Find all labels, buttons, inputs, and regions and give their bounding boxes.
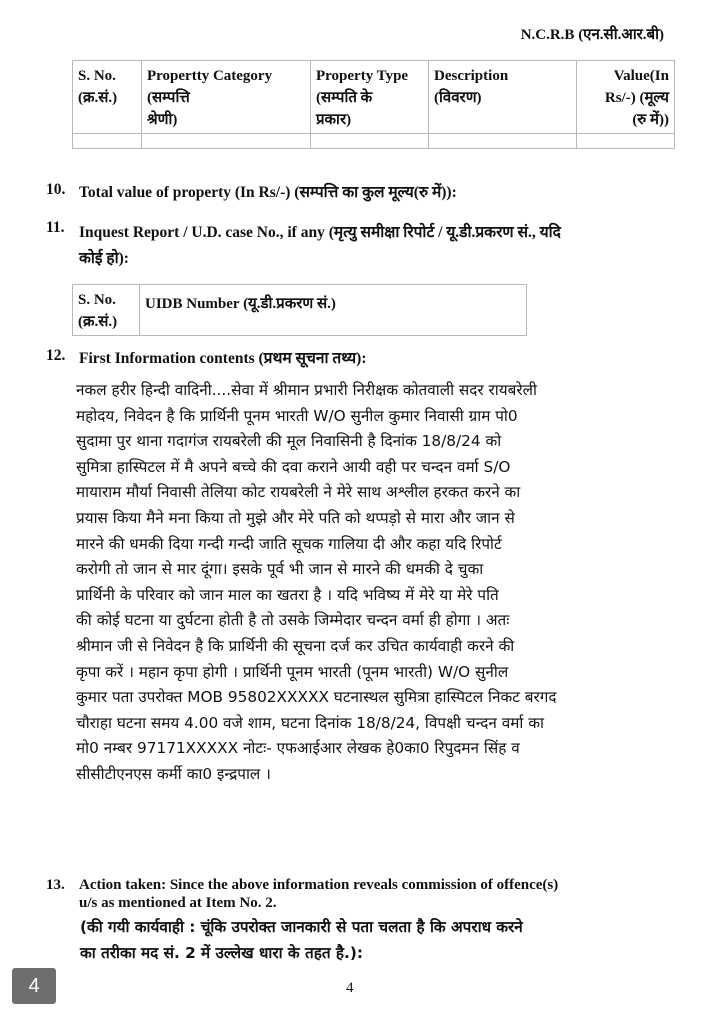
uidb-table xyxy=(72,284,527,336)
property-table-header-row xyxy=(73,61,675,134)
col-uidb-number: UIDB Number (यू.डी.प्रकरण सं.) xyxy=(140,285,527,336)
page-number: 4 xyxy=(346,980,354,996)
col-category: Propertty Category (सम्पत्ति श्रेणी) xyxy=(142,61,311,134)
item-13-hindi: (की गयी कार्यवाही : चूंकि उपरोक्त जानकारी से पता चलता है कि अपराध करने का तरीका मद सं. 2 में उल्लेख धारा के तहत है.): xyxy=(80,918,523,962)
property-table xyxy=(72,60,675,149)
property-table-empty-row xyxy=(73,134,675,149)
header-ncrb: N.C.R.B (एन.सी.आर.बी) xyxy=(520,27,664,43)
col-sno: S. No. (क्र.सं.) xyxy=(73,61,142,134)
col-uidb-sno: S. No. (क्र.सं.) xyxy=(73,285,140,336)
first-information-text: नकल हरीर हिन्दी वादिनी....सेवा में श्रीमान प्रभारी निरीक्षक कोतवाली सदर रायबरेली महोदय, निवेदन है कि प्रार्थिनी पूनम भारती W/O सुनील कुमार निवासी ग्राम पो0 सुदामा पुर थाना गदागंज रायबरेली की मूल निवासिनी है दिनांक 18/8/24 को सुमित्रा हास्पिटल में मै अपने बच्चे की दवा कराने आयी वही पर चन्दन वर्मा S/O मायाराम मौर्या निवासी तेलिया कोट रायबरेली ने मेरे साथ अश्लील हरकत करने का प्रयास किया मैने मना किया तो मुझे और मेरे पति को थप्पड़ो से मारा और जान से मारने की धमकी दिया गन्दी गन्दी जाति सूचक गालिया दी और कहा यदि रिपोर्ट करोगी तो जान से मार दूंगा। इसके पूर्व भी जान से मारने की धमकी दे चुका प्रार्थिनी के परिवार को जान माल का खतरा है । यदि भविष्य में मेरे या मेरे पति की कोई घटना या दुर्घटना होती है तो उसके जिम्मेदार चन्दन वर्मा ही होगा । अतः श्रीमान जी से निवेदन है कि प्रार्थिनी की सूचना दर्ज कर उचित कार्यवाही करने की कृपा करें । महान कृपा होगी । प्रार्थिनी पूनम भारती (पूनम भारती) W/O सुनील कुमार पता उपरोक्त MOB 95802XXXXX घटनास्थल सुमित्रा हास्पिटल निकट बरगद चौराहा घटना समय 4.00 वजे शाम, घटना दिनांक 18/8/24, विपक्षी चन्दन वर्मा का मो0 नम्बर 97171XXXXX नोटः- एफआईआर लेखक हे0का0 रिपुदमन सिंह व सीसीटीएनएस कर्मी का0 इन्द्रपाल । xyxy=(76,381,557,783)
col-type: Property Type (सम्पति के प्रकार) xyxy=(311,61,429,134)
page-badge[interactable]: 4 xyxy=(12,968,56,1004)
uidb-table-header-row xyxy=(73,285,527,336)
col-value: Value(In Rs/-) (मूल्य (रु में)) xyxy=(577,61,675,134)
fir-document-page: N.C.R.B (एन.सी.आर.बी) S. No. (क्र.सं.) Propertty Category (सम्पत्ति श्रेणी) Property Type (सम्पति के प्रकार) Description (विवरण) Value(In Rs/-) (मूल्य (रु में)) 10. Total value of property (In Rs/-) (सम्पत्ति का कुल मूल्य(रु में)): 11. Inquest Report / U.D. case No., if any (मृत्यु समीक्षा रिपोर्ट / यू.डी.प्रकरण सं., यदि कोई हो): S. No. (क्र.सं.) UIDB Number (यू.डी.प्रकरण सं.) 12. First Information contents (प्रथम सूचना तथ्य): नकल हरीर हिन्दी वादिनी....सेवा में श्रीमान प्रभारी निरीक्षक कोतवाली सदर रायबरेली महोदय, निवेदन है कि प्रार्थिनी पूनम भारती W/O सुनील कुमार निवासी ग्राम पो0 सुदामा पुर थाना गदागंज रायबरेली की मूल निवासिनी है दिनांक 18/8/24 को सुमित्रा हास्पिटल में मै अपने बच्चे की दवा कराने आयी वही पर चन्दन वर्मा S/O मायाराम मौर्या निवासी तेलिया कोट रायबरेली ने मेरे साथ अश्लील हरकत करने का प्रयास किया मैने मना किया तो मुझे और मेरे पति को थप्पड़ो से मारा और जान से मारने की धमकी दिया गन्दी गन्दी जाति सूचक गालिया दी और कहा यदि रिपोर्ट करोगी तो जान से मार दूंगा। इसके पूर्व भी जान से मारने की धमकी दे चुका प्रार्थिनी के परिवार को जान माल का खतरा है । यदि भविष्य में मेरे या मेरे पति की कोई घटना या दुर्घटना होती है तो उसके जिम्मेदार चन्दन वर्मा ही होगा । अतः श्रीमान जी से निवेदन है कि प्रार्थिनी की सूचना दर्ज कर उचित कार्यवाही करने की कृपा करें । महान कृपा होगी । प्रार्थिनी पूनम भारती (पूनम भारती) W/O सुनील कुमार पता उपरोक्त MOB 95802XXXXX घटनास्थल सुमित्रा हास्पिटल निकट बरगद चौराहा घटना समय 4.00 वजे शाम, घटना दिनांक 18/8/24, विपक्षी चन्दन वर्मा का मो0 नम्बर 97171XXXXX नोटः- एफआईआर लेखक हे0का0 रिपुदमन सिंह व सीसीटीएनएस कर्मी का0 इन्द्रपाल । 13. Action taken: Since the above information reveals commission of offence(s) u/s as mentioned at Item No. 2. (की गयी कार्यवाही : चूंकि उपरोक्त जानकारी से पता चलता है कि अपराध करने का तरीका मद सं. 2 में उल्लेख धारा के तहत है.): 4 4 xyxy=(0,0,728,1024)
col-description: Description (विवरण) xyxy=(429,61,577,134)
